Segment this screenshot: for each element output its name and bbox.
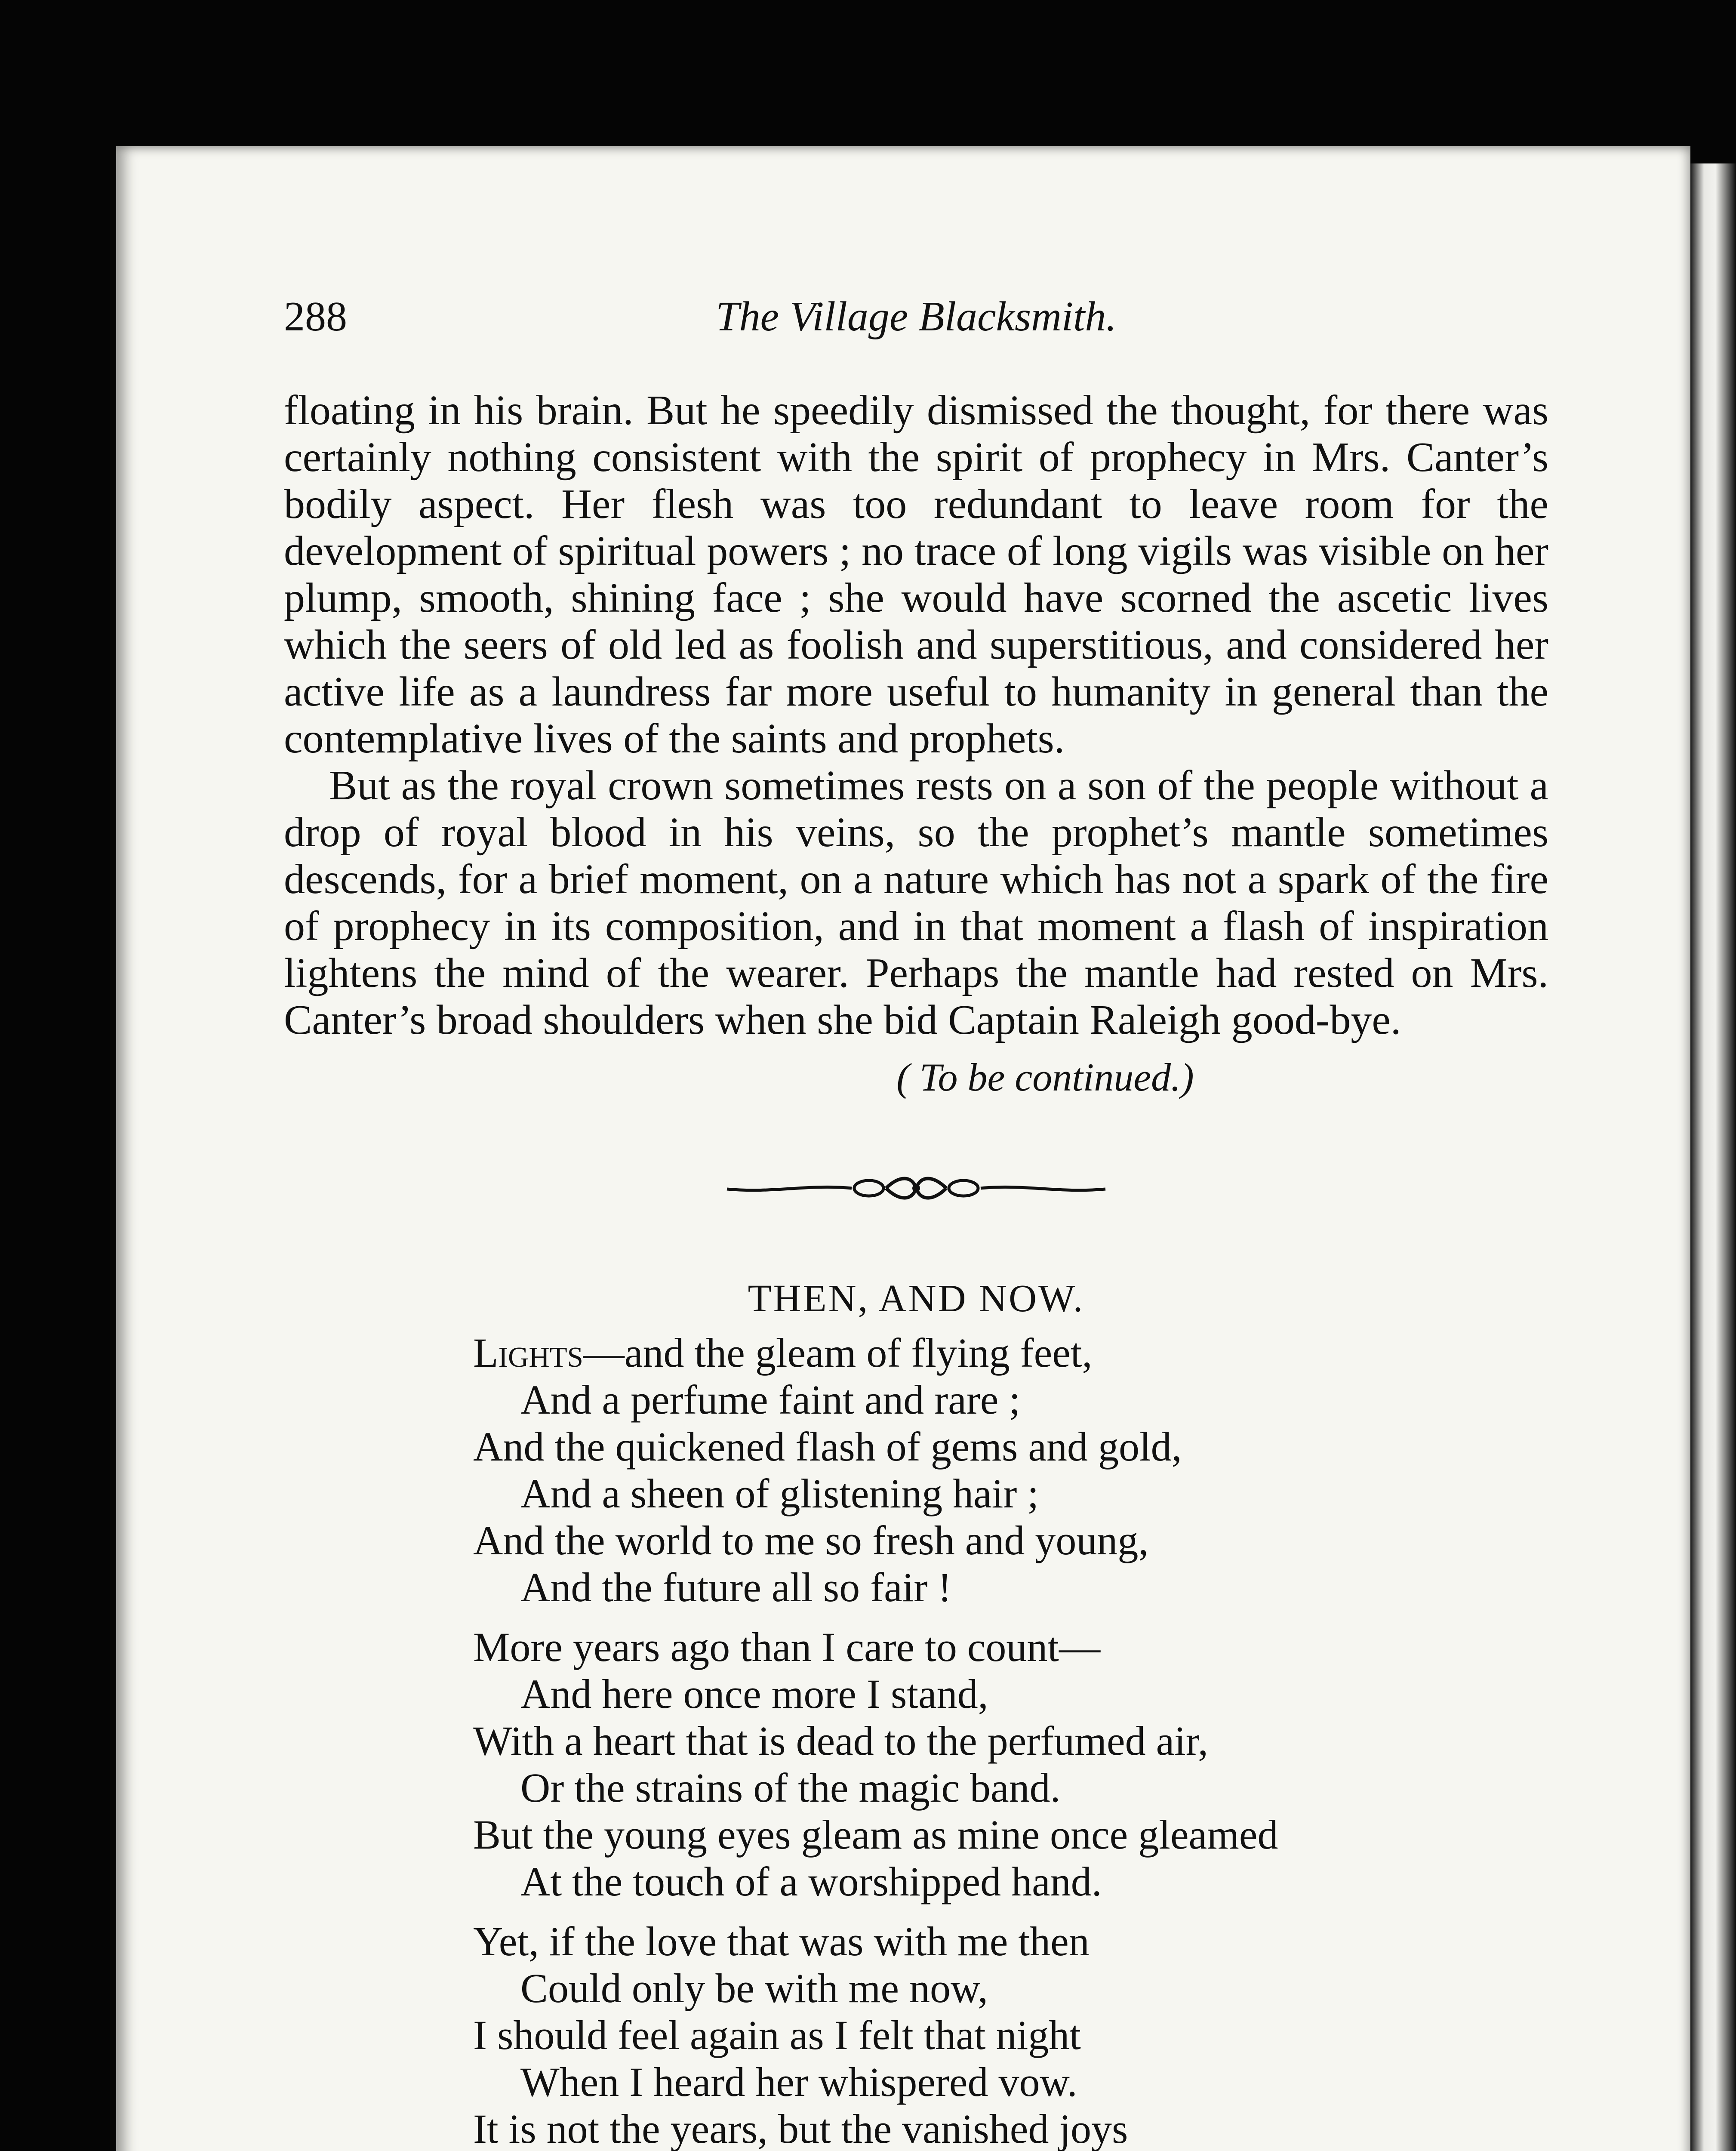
paragraph: But as the royal crown sometimes rests on a son of the people without a drop of royal blood in his veins, so the prophet’s mantle sometimes descends, for a brief moment, on a nature which has not a spark of the fire of prophecy in its composition, and in that moment a flash of inspiration lightens the mind of the wearer. Perhaps the mantle had rested on Mrs. Canter’s broad shoulders when she bid Captain Raleigh good-bye. <box>284 762 1548 1043</box>
poem-line: Could only be with me now, <box>520 1965 988 2011</box>
poem-title: THEN, AND NOW. <box>748 1277 1085 1320</box>
stanza <box>473 1624 1548 1905</box>
poem-line: Yet, if the love that was with me then <box>473 1918 1090 1964</box>
paragraph: floating in his brain. But he speedily dismissed the thought, for there was certainly nothing consistent with the spirit of prophecy in Mrs. Canter’s bodily aspect. Her flesh was too redundant to leave room for the development of spiritual powers ; no trace of long vigils was visible on her plump, smooth, shining face ; she would have scorned the ascetic lives which the seers of old led as foolish and superstitious, and considered her active life as a laundress far more useful to humanity in general than the contemplative lives of the saints and prophets. <box>284 387 1548 762</box>
book-page <box>116 146 1690 2151</box>
poem-line: More years ago than I care to count— <box>473 1624 1101 1670</box>
poem-line: And the quickened flash of gems and gold, <box>473 1424 1182 1470</box>
adjacent-page-edge <box>1690 163 1736 2151</box>
poem-line: Or the strains of the magic band. <box>520 1765 1061 1811</box>
poem-line: And here once more I stand, <box>520 1671 988 1717</box>
to-be-continued-note: ( To be continued.) <box>896 1055 1194 1099</box>
poem-line: I should feel again as I felt that night <box>473 2012 1081 2058</box>
stanza <box>473 1918 1548 2151</box>
poem-line: It is not the years, but the vanished joys <box>473 2106 1128 2151</box>
poem-line: And a sheen of glistening hair ; <box>520 1470 1039 1516</box>
poem-line: And the world to me so fresh and young, <box>473 1517 1149 1563</box>
poem-line: At the touch of a worshipped hand. <box>520 1858 1102 1904</box>
page-content <box>284 293 1548 2151</box>
poem-line: Lights—and the gleam of flying feet, <box>473 1330 1093 1376</box>
poem-line: When I heard her whispered vow. <box>520 2059 1077 2105</box>
poem-line: And a perfume faint and rare ; <box>520 1377 1021 1423</box>
poem <box>284 1329 1548 2151</box>
poem-line: With a heart that is dead to the perfumed air, <box>473 1718 1208 1764</box>
prose-text <box>284 387 1548 1044</box>
running-head <box>284 293 1548 357</box>
poem-line: But the young eyes gleam as mine once gleamed <box>473 1812 1278 1858</box>
page-number: 288 <box>284 293 347 340</box>
poem-first-word: Lights <box>473 1330 583 1376</box>
stanza <box>473 1329 1548 1611</box>
running-title: The Village Blacksmith. <box>716 293 1117 340</box>
poem-line: And the future all so fair ! <box>520 1564 952 1610</box>
ornament-divider-icon <box>723 1171 1110 1205</box>
